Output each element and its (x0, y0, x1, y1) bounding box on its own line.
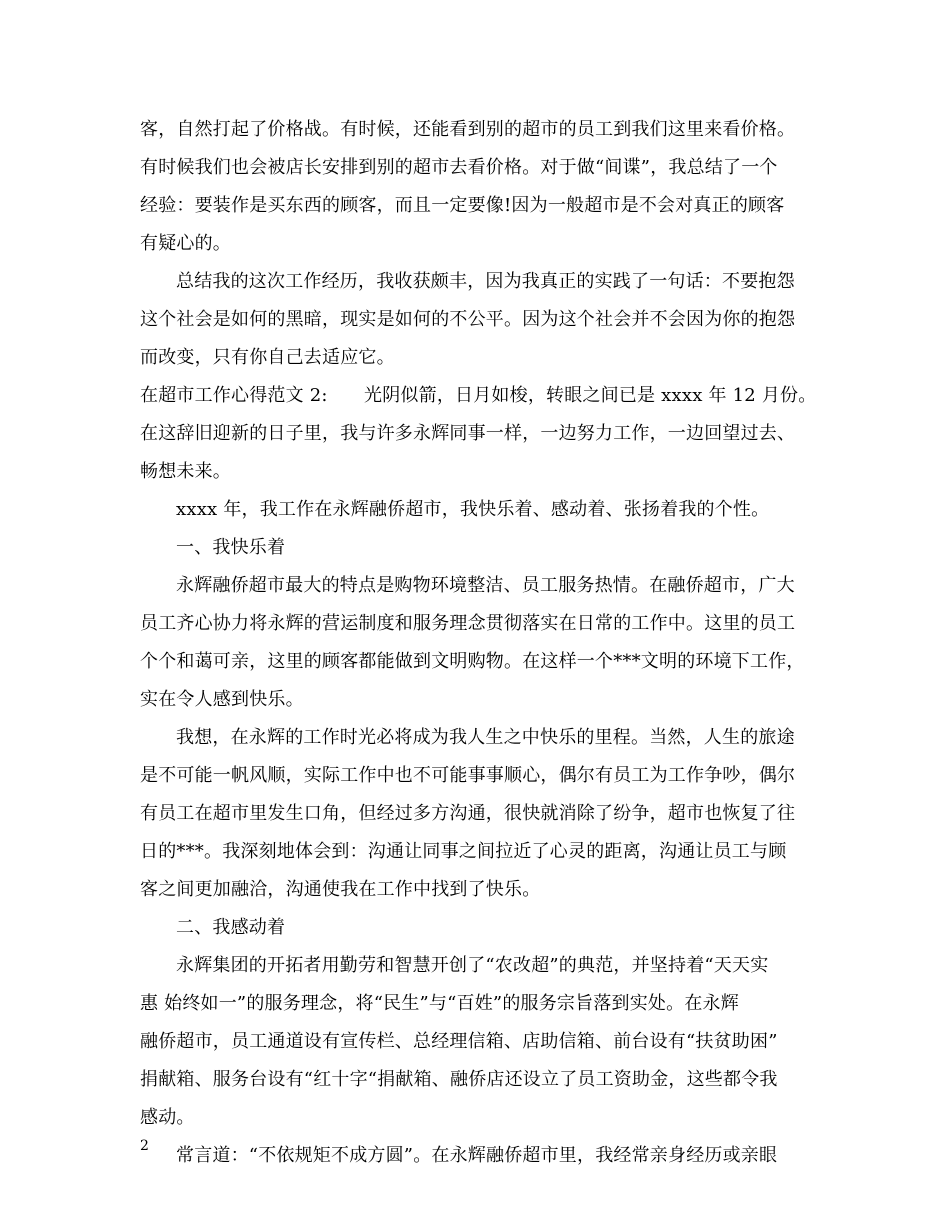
text-line: 有员工在超市里发生口角，但经过多方沟通，很快就消除了纷争，超市也恢复了往 (140, 803, 796, 824)
text-line: 个个和蔼可亲，这里的顾客都能做到文明购物。在这样一个***文明的环境下工作， (140, 651, 805, 672)
text-line: 这个社会是如何的黑暗，现实是如何的不公平。因为这个社会并不会因为你的抱怨 (140, 309, 796, 330)
text-line: 经验：要装作是买东西的顾客，而且一定要像!因为一般超市是不会对真正的顾客 (140, 195, 785, 216)
text-line: 实在令人感到快乐。 (140, 689, 304, 710)
paragraph-first-line: 永辉融侨超市最大的特点是购物环境整洁、员工服务热情。在融侨超市，广大 (176, 575, 795, 596)
subheading: 二、我感动着 (176, 917, 286, 938)
paragraph-first-line: xxxx 年，我工作在永辉融侨超市，我快乐着、感动着、张扬着我的个性。 (176, 499, 770, 520)
paragraph-first-line: 永辉集团的开拓者用勤劳和智慧开创了“农改超”的典范，并坚持着“天天实 (176, 955, 769, 976)
text-line: 客之间更加融洽，沟通使我在工作中找到了快乐。 (140, 879, 541, 900)
text-line: 是不可能一帆风顺，实际工作中也不可能事事顺心，偶尔有员工为工作争吵，偶尔 (140, 765, 796, 786)
text-line: 在这辞旧迎新的日子里，我与许多永辉同事一样，一边努力工作，一边回望过去、 (140, 423, 796, 444)
text-line: 而改变，只有你自己去适应它。 (140, 347, 395, 368)
text-line: 捐献箱、服务台设有“红十字“捐献箱、融侨店还设立了员工资助金，这些都令我 (140, 1069, 778, 1090)
text-line: 有时候我们也会被店长安排到别的超市去看价格。对于做“间谍”，我总结了一个 (140, 157, 778, 178)
text-line: 感动。 (140, 1107, 195, 1128)
text-line: 有疑心的。 (140, 233, 231, 254)
page-number: 2 (140, 1138, 149, 1154)
text-line: 惠 始终如一”的服务理念，将“民生”与“百姓”的服务宗旨落到实处。在永辉 (140, 993, 739, 1014)
subheading: 一、我快乐着 (176, 537, 286, 558)
paragraph-first-line: 总结我的这次工作经历，我收获颇丰，因为我真正的实践了一句话：不要抱怨 (176, 271, 795, 292)
text-line: 融侨超市，员工通道设有宣传栏、总经理信箱、店助信箱、前台设有“扶贫助困” (140, 1031, 778, 1052)
paragraph-first-line: 常言道：“不依规矩不成方圆”。在永辉融侨超市里，我经常亲身经历或亲眼 (176, 1145, 778, 1166)
text-line: 畅想未来。 (140, 461, 231, 482)
paragraph-first-line: 我想，在永辉的工作时光必将成为我人生之中快乐的里程。当然，人生的旅途 (176, 727, 795, 748)
text-line: 员工齐心协力将永辉的营运制度和服务理念贯彻落实在日常的工作中。这里的员工 (140, 613, 796, 634)
text-line: 日的***。我深刻地体会到：沟通让同事之间拉近了心灵的距离，沟通让员工与顾 (140, 841, 787, 862)
section-heading-line: 在超市工作心得范文 2: 光阴似箭，日月如梭，转眼之间已是 xxxx 年 12 月份。 (140, 385, 817, 406)
text-line: 客，自然打起了价格战。有时候，还能看到别的超市的员工到我们这里来看价格。 (140, 119, 796, 140)
